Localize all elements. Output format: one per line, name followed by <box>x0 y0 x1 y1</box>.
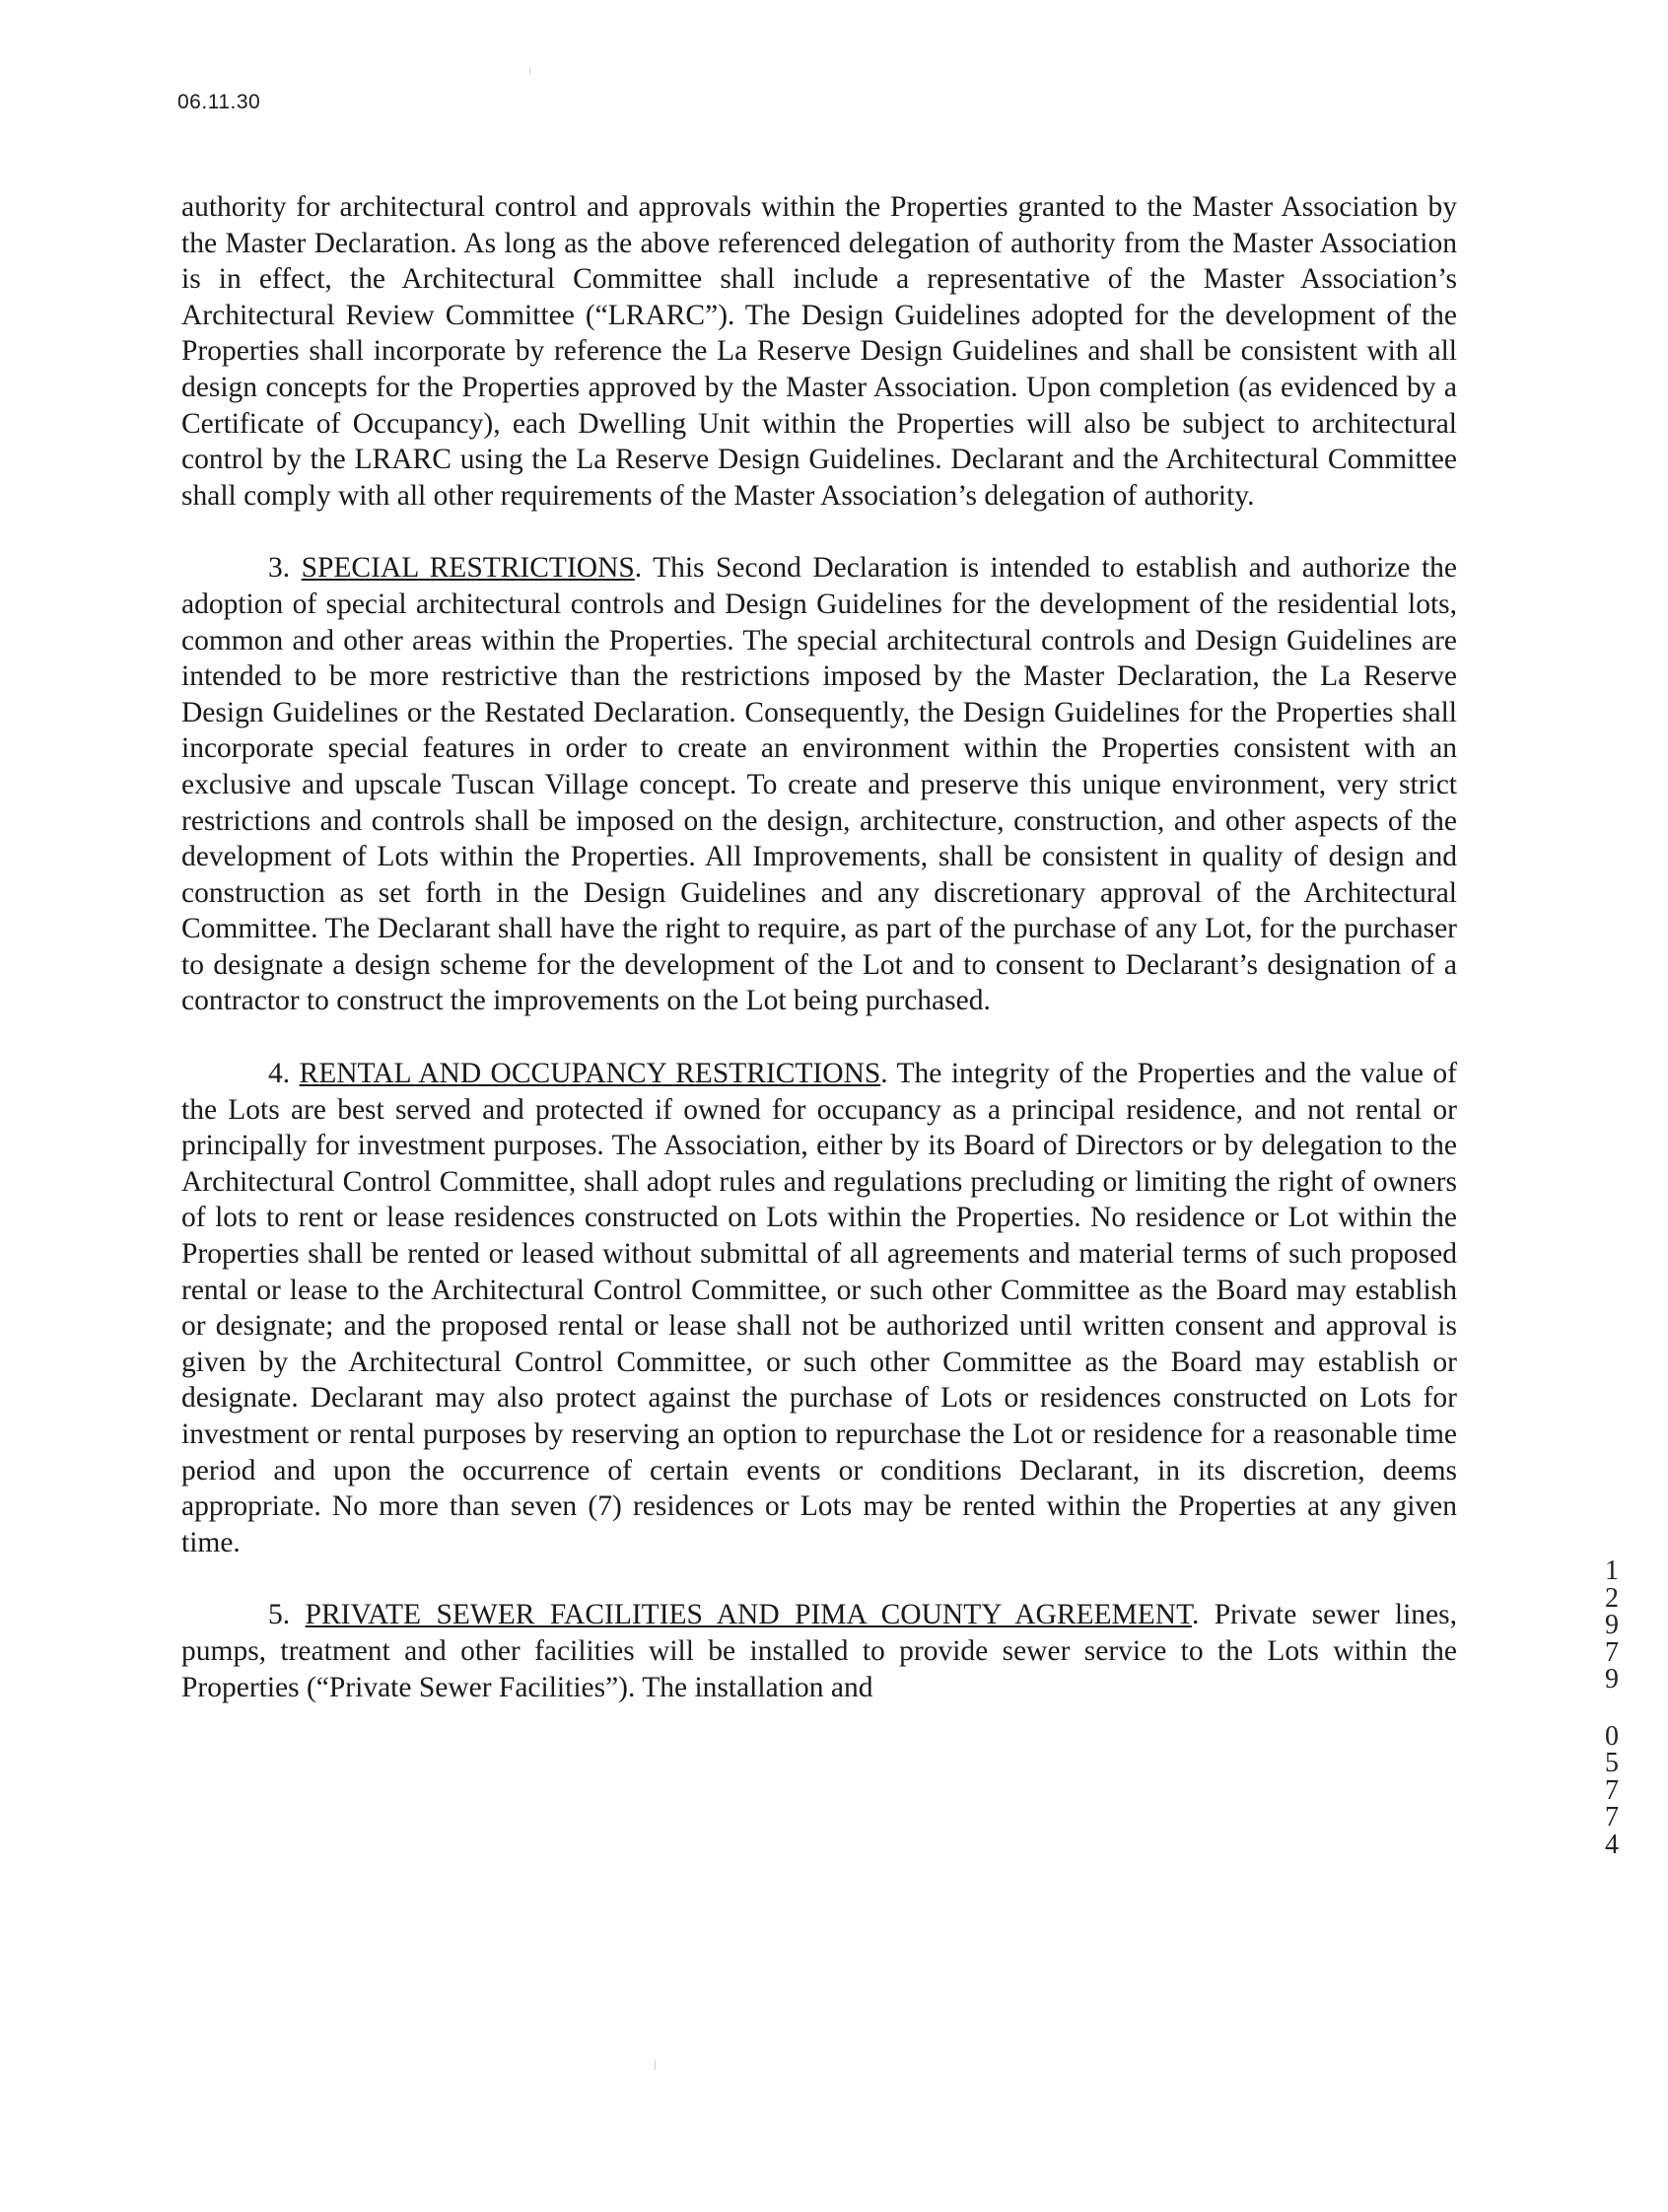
section-text: . This Second Declaration is intended to establish and authorize the adoption of special architectural controls and Design Guidelines for the development of the residential lots, common and other areas within the Properties. The special architectural controls and Design Guidelines are intended to be more restrictive than the restrictions imposed by the Master Declaration, the La Reserve Design Guidelines or the Restated Declaration. Consequently, the Design Guidelines for the Properties shall incorporate special features in order to create an environment within the Properties consistent with an exclusive and upscale Tuscan Village concept. To create and preserve this unique environment, very strict restrictions and controls shall be imposed on the design, architecture, construction, and other aspects of the development of Lots within the Properties. All Improvements, shall be consistent in quality of design and construction as set forth in the Design Guidelines and any discretionary approval of the Architectural Committee. The Declarant shall have the right to require, as part of the purchase of any Lot, for the purchaser to designate a design scheme for the development of the Lot and to consent to Declarant’s designation of a contractor to construct the improvements on the Lot being purchased. <box>181 552 1457 1017</box>
section-5 <box>181 1597 1457 1705</box>
section-text: . The integrity of the Properties and the value of the Lots are best served and protected if owned for occupancy as a principal residence, and not rental or principally for investment purposes. The Association, either by its Board of Directors or by delegation to the Architectural Control Committee, shall adopt rules and regulations precluding or limiting the right of owners of lots to rent or lease residences constructed on Lots within the Properties. No residence or Lot within the Properties shall be rented or leased without submittal of all agreements and material terms of such proposed rental or lease to the Architectural Control Committee, or such other Committee as the Board may establish or designate; and the proposed rental or lease shall not be authorized until written consent and approval is given by the Architectural Control Committee, or such other Committee as the Board may establish or designate. Declarant may also protect against the purchase of Lots or residences constructed on Lots for investment or rental purposes by reserving an option to repurchase the Lot or residence for a reasonable time period and upon the occurrence of certain events or conditions Declarant, in its discretion, deems appropriate. No more than seven (7) residences or Lots may be rented within the Properties at any given time. <box>181 1058 1457 1558</box>
recording-gap <box>1599 1694 1625 1723</box>
docket-digit: 9 <box>1605 1664 1619 1694</box>
section-number: 5. <box>268 1599 291 1631</box>
section-4 <box>181 1056 1457 1560</box>
section-heading: SPECIAL RESTRICTIONS <box>301 552 635 585</box>
docket-digit: 2 <box>1605 1582 1619 1614</box>
page-digit: 0 <box>1605 1720 1619 1752</box>
scan-artifact-top <box>529 67 530 75</box>
section-text: . Private sewer lines, pumps, treatment and other facilities will be installed to provide sewer service to the Lots within the Properties (“Private Sewer Facilities”). The installation and <box>181 1599 1457 1703</box>
section-3 <box>181 550 1457 1019</box>
section-heading: PRIVATE SEWER FACILITIES AND PIMA COUNTY AGREEMENT <box>305 1599 1192 1631</box>
recording-number-stamp <box>1599 1557 1625 1858</box>
docket-digit: 1 <box>1605 1555 1619 1586</box>
section-number: 4. <box>268 1058 291 1090</box>
page-digit: 7 <box>1605 1802 1619 1832</box>
docket-digit: 7 <box>1605 1636 1619 1668</box>
scan-artifact-bottom <box>655 2060 656 2070</box>
docket-digit: 9 <box>1605 1610 1619 1640</box>
section-heading: RENTAL AND OCCUPANCY RESTRICTIONS <box>299 1058 881 1090</box>
section-number: 3. <box>268 552 291 585</box>
page-digit: 7 <box>1605 1774 1619 1806</box>
document-body <box>181 189 1457 1742</box>
document-id: 06.11.30 <box>177 91 261 113</box>
page-digit: 4 <box>1605 1829 1619 1860</box>
paragraph-continuation: authority for architectural control and approvals within the Properties granted to the Master Association by the Master Declaration. As long as the above referenced delegation of authority from the Master Association is in effect, the Architectural Committee shall include a representative of the Master Association’s Architectural Review Committee (“LRARC”). The Design Guidelines adopted for the development of the Properties shall incorporate by reference the La Reserve Design Guidelines and shall be consistent with all design concepts for the Properties approved by the Master Association. Upon completion (as evidenced by a Certificate of Occupancy), each Dwelling Unit within the Properties will also be subject to architectural control by the LRARC using the La Reserve Design Guidelines. Declarant and the Architectural Committee shall comply with all other requirements of the Master Association’s delegation of authority. <box>181 191 1457 512</box>
page-digit: 5 <box>1605 1748 1619 1778</box>
